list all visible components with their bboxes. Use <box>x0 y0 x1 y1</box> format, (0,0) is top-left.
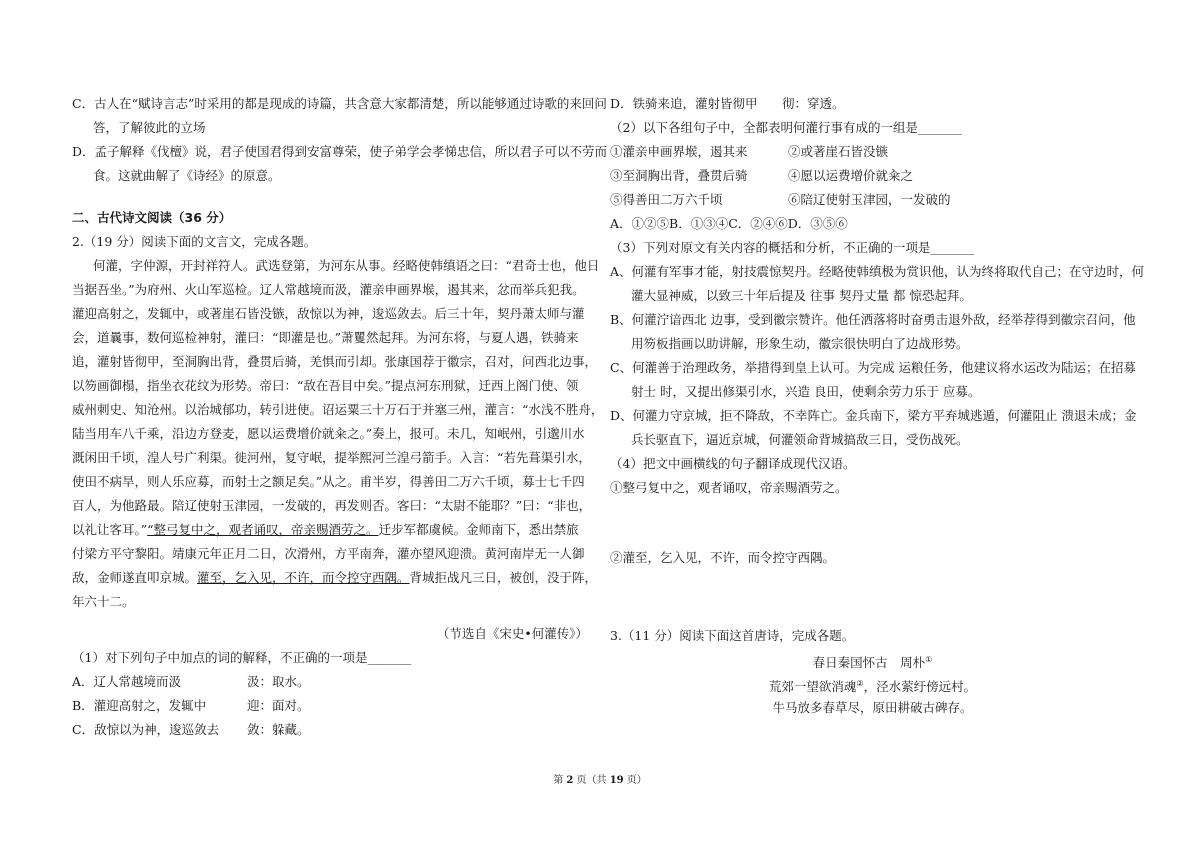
sub3-option-line: D、何灌力守京城，拒不降敌，不幸阵亡。金兵南下，梁方平弃城逃遁，何灌阻止 溃退未成；金 <box>610 408 1137 423</box>
right-column <box>610 92 1145 720</box>
pair-item: ⑥陪辽使射玉津园，一发破的 <box>788 192 951 207</box>
footer-text: 页（共 <box>573 775 610 786</box>
footnote-marker: ① <box>925 655 933 664</box>
passage-line: 百人，为他路最。陪辽使射玉津园，一发破的，再发则否。客曰：“太尉不能耶？”曰：“非也， <box>72 498 592 513</box>
sub3-question: （3）下列对原文有关内容的概括和分析，不正确的一项是_______ <box>610 240 975 255</box>
poem-title <box>610 648 1135 672</box>
pair-item: ③至洞胸出背，叠贯后骑 <box>610 168 748 183</box>
option-text: B．灌迎高射之，发辄中 <box>72 698 207 713</box>
pair-item: ⑤得善田二万六千顷 <box>610 192 723 207</box>
underlined-sentence-2: 灌至，乞入见，不许，而令控守西隅。 <box>197 570 410 585</box>
footnote-marker: ② <box>856 679 864 688</box>
pair-item: ④愿以运费增价就籴之 <box>788 168 914 183</box>
left-column <box>72 92 608 742</box>
page-footer <box>0 771 1200 786</box>
passage-text: 背城拒战凡三日，被创，没于阵， <box>409 570 598 585</box>
sub3-option-line: 用笏板指画以助讲解，形象生动，徽宗很快明白了边战形势。 <box>631 336 969 351</box>
option-text: A．辽人常越境而汲 <box>72 674 182 689</box>
passage-line: 何灌，字仲源，开封祥符人。武选登第，为河东从事。经略使韩缜语之曰：“君奇士也，他日 <box>93 258 600 273</box>
poem-title-text: 春日秦国怀古 周朴 <box>812 655 926 671</box>
sub2-pair <box>610 188 1135 212</box>
footer-text: 页） <box>623 775 647 786</box>
page-total: 19 <box>609 775 624 786</box>
sub1-option-c <box>72 718 590 742</box>
passage-text: 敌，金师遂直叩京城。 <box>72 570 198 585</box>
passage-line <box>72 566 598 590</box>
passage-line: 会，道曩事，数何巡检神射，灌曰：“即灌是也。”萧矍然起拜。为河东将，与夏人遇，铁骑来 <box>72 330 579 345</box>
option-note: 迎：面对。 <box>247 698 310 713</box>
passage-line <box>72 518 590 542</box>
passage-text: 迁步军都虞候。金师南下，悉出禁旅 <box>378 522 579 537</box>
passage-line: 当据吾坐。”为府州、火山军巡检。辽人常越境而汲，灌亲申画界堠，遏其来，忿而举兵犯我。 <box>72 282 585 297</box>
q1-option-d-line2: 食。这就曲解了《诗经》的原意。 <box>93 168 281 183</box>
sub1-question: （1）对下列句子中加点的词的解释，不正确的一项是_______ <box>72 650 412 665</box>
passage-line: 溉闲田千顷，湟人号广利渠。徙河州，复守岷，提举熙河兰湟弓箭手。入言：“若先葺渠引水， <box>72 450 591 465</box>
sub3-option-line: 兵长驱直下，逼近京城，何灌领命背城搞敌三日，受伤战死。 <box>631 432 969 447</box>
passage-line: 威州刺史、知沧州。以治城郁功，转引进使。诏运粟三十万石于并塞三州，灌言：“水浅不胜舟， <box>72 402 604 417</box>
q2-intro: 2.（19 分）阅读下面的文言文，完成各题。 <box>72 234 317 249</box>
sub3-option-line: 灌大显神威，以致三十年后提及 往事 契丹丈量 都 惊恐起拜。 <box>631 288 972 303</box>
sub3-option-line: A、何灌有军事才能，射技震惊契丹。经略使韩缜极为赏识他，认为终将取代自己；在守边时，何 <box>610 264 1145 279</box>
option-text: C．敌惊以为神，逡巡敛去 <box>72 722 220 737</box>
passage-line: 灌迎高射之，发辄中，或著崖石皆没镞，敌惊以为神，逡巡敛去。后三十年，契丹萧太师与灌 <box>72 306 585 321</box>
option-text: D．铁骑来追，灌射皆彻甲 <box>610 96 758 111</box>
source-citation: （节选自《宋史•何灌传》） <box>436 626 588 641</box>
underlined-sentence-1: “整弓复中之，观者诵叹，帝亲赐酒劳之。 <box>147 522 379 537</box>
sub3-option-line: C、何灌善于治理政务，举措得到皇上认可。为完成 运粮任务，他建议将水运改为陆运；在招募 <box>610 360 1137 375</box>
pair-item: ①灌亲申画界堠，遏其来 <box>610 144 748 159</box>
q3-intro: 3.（11 分）阅读下面这首唐诗，完成各题。 <box>610 628 855 643</box>
q1-option-d-line1: D．孟子解释《伐檀》说，君子使国君得到安富尊荣，使子弟学会孝悌忠信，所以君子可以不劳而 <box>72 144 608 159</box>
sub4-item-1: ①整弓复中之，观者诵叹，帝亲赐酒劳之。 <box>610 480 848 495</box>
passage-line: 付梁方平守黎阳。靖康元年正月二日，次滑州，方平南奔，灌亦望风迎溃。黄河南岸无一人御 <box>72 546 585 561</box>
q1-option-c-line2: 答，了解彼此的立场 <box>93 120 206 135</box>
section-title: 二、古代诗文阅读（36 分） <box>72 210 232 225</box>
sub2-question: （2）以下各组句子中，全都表明何灌行事有成的一组是_______ <box>610 120 962 135</box>
passage-line: 以笏画御榻，指坐衣花纹为形势。帝曰：“敌在吾目中矣。”提点河东刑狱，迁西上阁门使、领 <box>72 378 579 393</box>
pair-item: ②或著崖石皆没镞 <box>788 144 889 159</box>
sub1-option-d <box>610 92 1135 116</box>
passage-line: 使田不病旱，则人乐应募，而射士之额足矣。”从之。甫半岁，得善田二万六千顷，募士七千四 <box>72 474 585 489</box>
option-note: 敛：躲藏。 <box>247 722 310 737</box>
option-note: 彻：穿透。 <box>782 96 845 111</box>
footer-text: 第 <box>553 775 567 786</box>
sub2-pair <box>610 140 1135 164</box>
poem-text: 荒郊一望欲消魂 <box>768 679 857 695</box>
q1-option-c-line1: C．古人在“赋诗言志”时采用的都是现成的诗篇，共含意大家都清楚，所以能够通过诗歌的来回问 <box>72 96 607 111</box>
sub1-option-a <box>72 670 590 694</box>
sub1-option-b <box>72 694 590 718</box>
poem-line-1 <box>610 672 1135 696</box>
page-number: 2 <box>566 775 574 786</box>
passage-line: 陆当用车八千乘，沿边方登麦，愿以运费增价就籴之。”奏上，报可。未几，知岷州，引邈川水 <box>72 426 585 441</box>
sub2-pair <box>610 164 1135 188</box>
sub4-question: （4）把文中画横线的句子翻译成现代汉语。 <box>610 456 856 471</box>
sub3-option-line: 射士 时，又提出修渠引水，兴造 良田，使剩余劳力乐于 应募。 <box>631 384 981 399</box>
sub4-item-2: ②灌至，乞入见，不许，而令控守西隅。 <box>610 550 836 565</box>
poem-line-2: 牛马放多春草尽，原田耕破古碑存。 <box>772 700 973 715</box>
sub2-choices: A．①②⑤B．①③④C．②④⑥D．③⑤⑥ <box>610 216 848 231</box>
passage-text: 以礼让客耳。” <box>72 522 148 537</box>
sub3-option-line: B、何灌泞谙西北 边事，受到徽宗赞许。他任洒落将时奋勇击退外敌，经举荐得到徽宗召问，他 <box>610 312 1136 327</box>
passage-line: 追，灌射皆彻甲，至洞胸出背，叠贯后骑，羌惧而引却。张康国荐于徽宗，召对，问西北边事， <box>72 354 598 369</box>
poem-text: ，泾水萦纡傍远村。 <box>863 679 977 695</box>
option-note: 汲：取水。 <box>247 674 310 689</box>
passage-line: 年六十二。 <box>72 594 135 609</box>
